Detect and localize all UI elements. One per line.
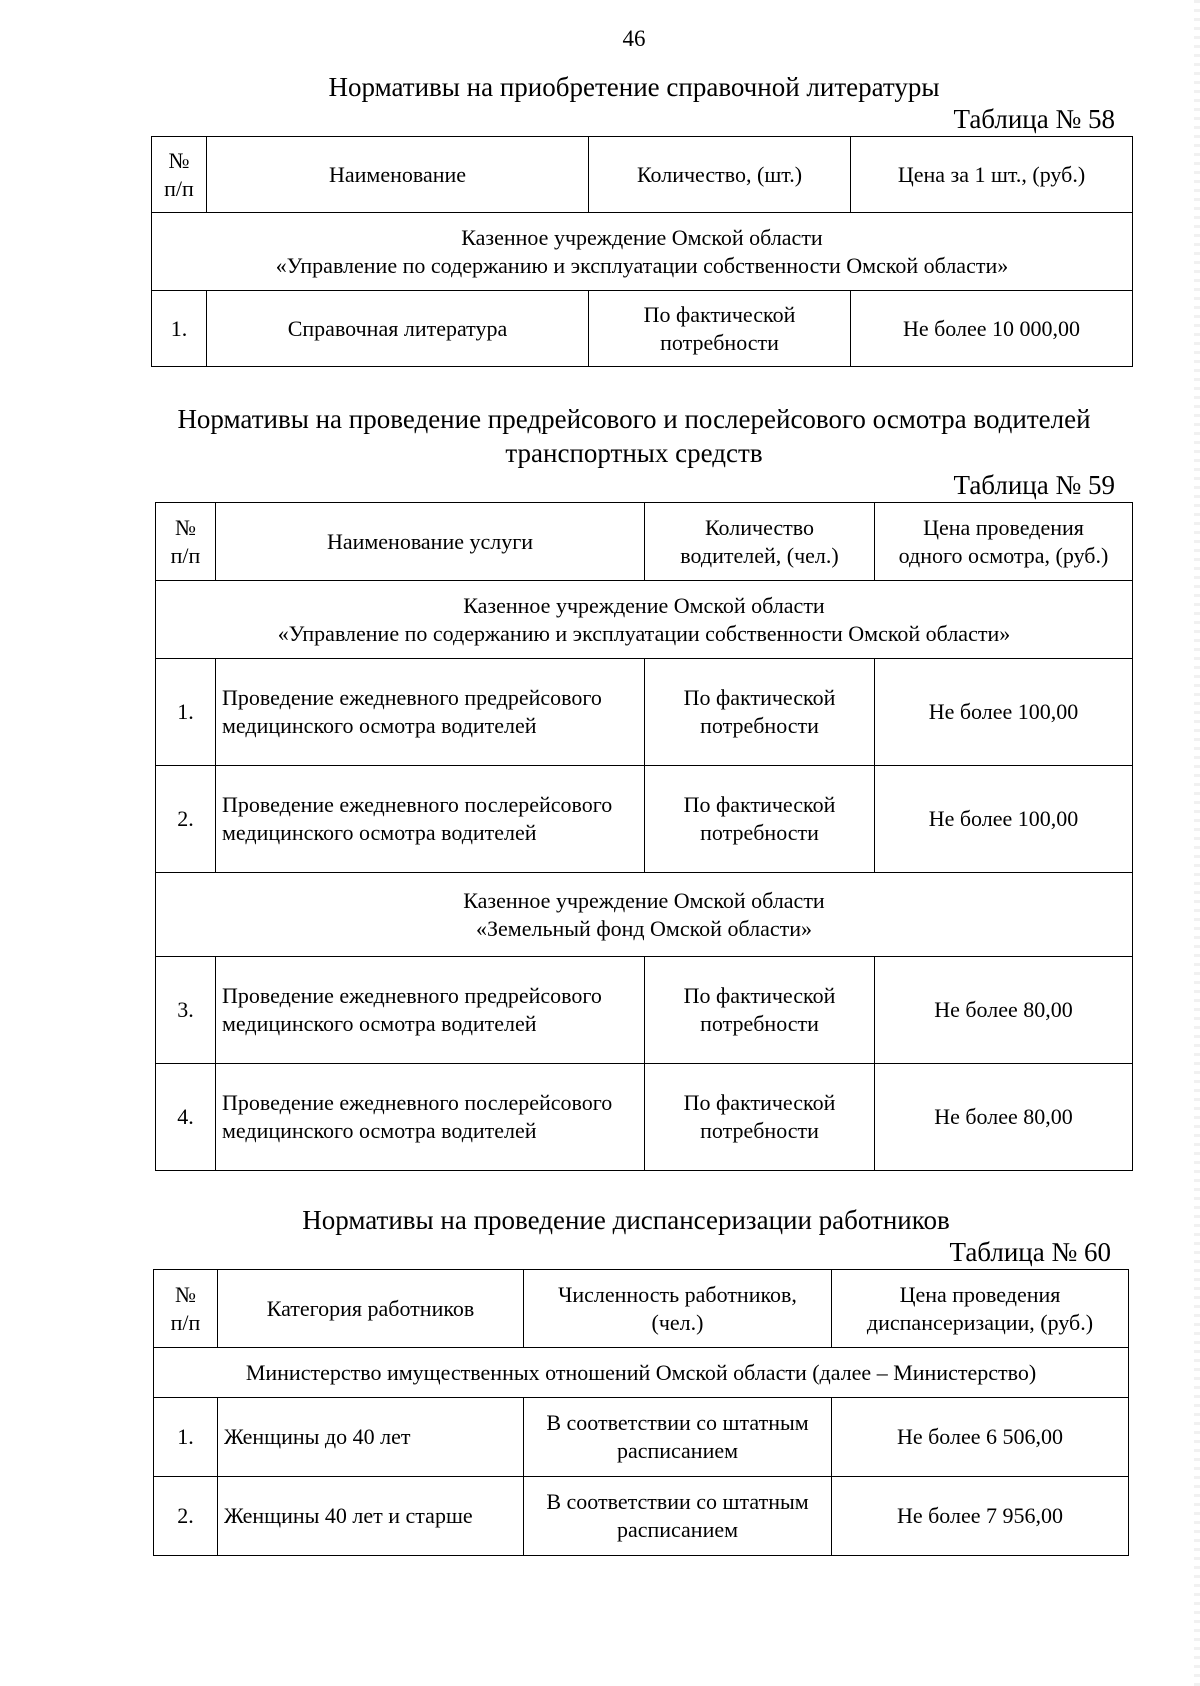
section-title-59 [0, 402, 1200, 470]
org-cell [156, 581, 1133, 659]
header-qty: Количество, (шт.) [589, 137, 851, 213]
row-name: Женщины 40 лет и старше [218, 1477, 524, 1556]
section-title-60: Нормативы на проведение диспансеризации работников [302, 1205, 950, 1235]
row-qty: По фактической потребности [645, 766, 875, 873]
table-label-58: Таблица № 58 [953, 104, 1115, 134]
header-qty: Количество водителей, (чел.) [645, 503, 875, 581]
table-header-row [156, 503, 1133, 581]
org-row [156, 581, 1133, 659]
table-row [156, 659, 1133, 766]
table-59 [155, 502, 1133, 1171]
row-price: Не более 100,00 [875, 766, 1133, 873]
table-row [156, 766, 1133, 873]
row-price: Не более 100,00 [875, 659, 1133, 766]
row-num: 4. [156, 1064, 216, 1171]
table-58 [151, 136, 1133, 367]
header-qty: Численность работников, (чел.) [524, 1270, 832, 1348]
header-num: № п/п [156, 503, 216, 581]
header-name: Категория работников [218, 1270, 524, 1348]
table-header-row [154, 1270, 1129, 1348]
header-name: Наименование услуги [216, 503, 645, 581]
row-name: Проведение ежедневного послерейсового медицинского осмотра водителей [216, 1064, 645, 1171]
scan-edge [1194, 0, 1200, 1686]
header-num: № п/п [154, 1270, 218, 1348]
row-num: 2. [154, 1477, 218, 1556]
org-line1: Казенное учреждение Омской области [463, 592, 825, 618]
row-price: Не более 6 506,00 [832, 1398, 1129, 1477]
org-row [154, 1348, 1129, 1398]
org-line1: Министерство имущественных отношений Омской области (далее – Министерство) [245, 1359, 1037, 1385]
header-price: Цена проведения диспансеризации, (руб.) [832, 1270, 1129, 1348]
row-qty: В соответствии со штатным расписанием [524, 1398, 832, 1477]
header-price: Цена проведения одного осмотра, (руб.) [875, 503, 1133, 581]
table-row [154, 1398, 1129, 1477]
row-qty: По фактической потребности [645, 1064, 875, 1171]
table-row [152, 291, 1133, 367]
org-cell [156, 873, 1133, 957]
org-cell [154, 1348, 1129, 1398]
row-qty: По фактической потребности [645, 659, 875, 766]
org-line2: «Земельный фонд Омской области» [476, 915, 812, 941]
row-name: Проведение ежедневного предрейсового медицинского осмотра водителей [216, 659, 645, 766]
section-title-59-line2: транспортных средств [505, 438, 763, 468]
row-name: Проведение ежедневного предрейсового медицинского осмотра водителей [216, 957, 645, 1064]
header-num: № п/п [152, 137, 207, 213]
row-name: Женщины до 40 лет [218, 1398, 524, 1477]
row-qty: По фактической потребности [645, 957, 875, 1064]
row-price: Не более 10 000,00 [851, 291, 1133, 367]
row-name: Справочная литература [207, 291, 589, 367]
org-line2: «Управление по содержанию и эксплуатации собственности Омской области» [275, 252, 1009, 278]
header-name: Наименование [207, 137, 589, 213]
row-price: Не более 80,00 [875, 1064, 1133, 1171]
row-num: 1. [152, 291, 207, 367]
row-price: Не более 80,00 [875, 957, 1133, 1064]
section-title-58: Нормативы на приобретение справочной литературы [328, 72, 940, 102]
section-title-59-line1: Нормативы на проведение предрейсового и послерейсового осмотра водителей [177, 404, 1091, 434]
row-num: 2. [156, 766, 216, 873]
row-num: 3. [156, 957, 216, 1064]
table-row [156, 957, 1133, 1064]
table-header-row [152, 137, 1133, 213]
row-name: Проведение ежедневного послерейсового медицинского осмотра водителей [216, 766, 645, 873]
org-row [156, 873, 1133, 957]
org-line2: «Управление по содержанию и эксплуатации собственности Омской области» [277, 620, 1011, 646]
table-label-59: Таблица № 59 [953, 470, 1115, 500]
table-row [154, 1477, 1129, 1556]
row-num: 1. [154, 1398, 218, 1477]
org-line1: Казенное учреждение Омской области [463, 887, 825, 913]
table-label-60: Таблица № 60 [949, 1237, 1111, 1267]
org-row [152, 213, 1133, 291]
row-price: Не более 7 956,00 [832, 1477, 1129, 1556]
header-price: Цена за 1 шт., (руб.) [851, 137, 1133, 213]
table-row [156, 1064, 1133, 1171]
row-num: 1. [156, 659, 216, 766]
table-60 [153, 1269, 1129, 1556]
org-cell [152, 213, 1133, 291]
row-qty: В соответствии со штатным расписанием [524, 1477, 832, 1556]
page-number: 46 [622, 26, 646, 51]
org-line1: Казенное учреждение Омской области [461, 224, 823, 250]
row-qty: По фактической потребности [589, 291, 851, 367]
